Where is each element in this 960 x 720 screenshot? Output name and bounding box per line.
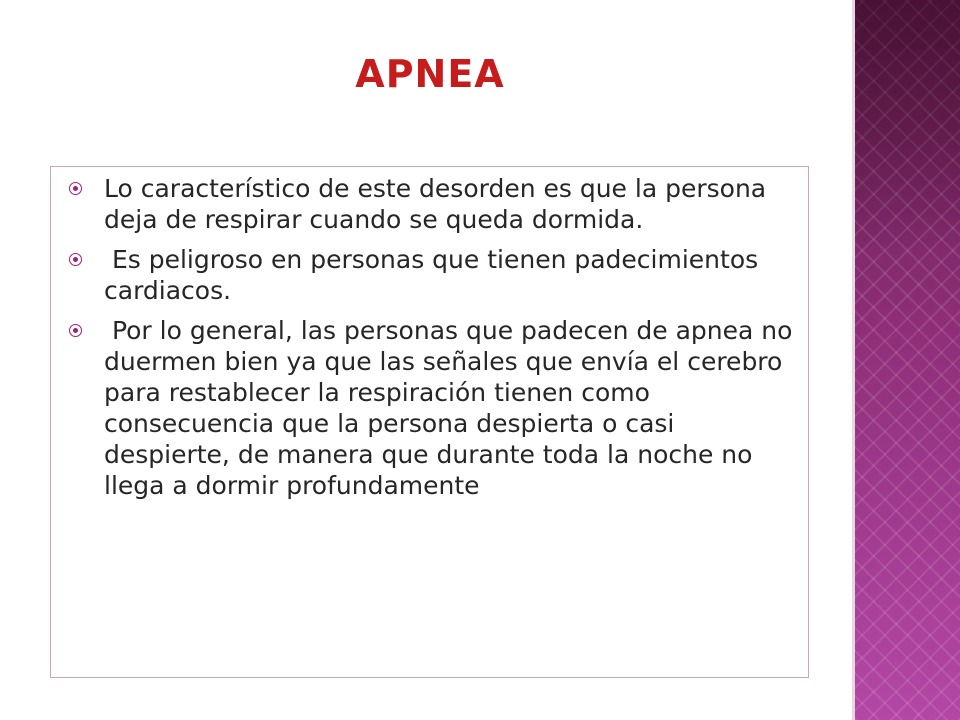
bullet-text: Lo característico de este desorden es que la persona deja de respirar cuando se queda dormida. xyxy=(104,174,783,234)
bullet-text: Es peligroso en personas que tienen padecimientos cardiacos. xyxy=(104,245,775,305)
target-bullet-icon xyxy=(69,253,82,266)
bullet-item xyxy=(88,173,800,235)
content-box xyxy=(50,166,809,678)
target-bullet-icon xyxy=(69,324,82,337)
slide-title: APNEA xyxy=(355,52,505,96)
bullet-item xyxy=(88,315,800,501)
target-bullet-icon xyxy=(69,182,82,195)
bullet-list xyxy=(88,173,800,510)
bullet-item xyxy=(88,244,800,306)
bullet-text: Por lo general, las personas que padecen de apnea no duermen bien ya que las señales que envía el cerebro para restablecer la respiración tienen como consecuencia que la persona despierta o casi despierte, de manera que durante toda la noche no llega a dormir profundamente xyxy=(104,316,801,500)
decorative-side-panel xyxy=(855,0,960,720)
